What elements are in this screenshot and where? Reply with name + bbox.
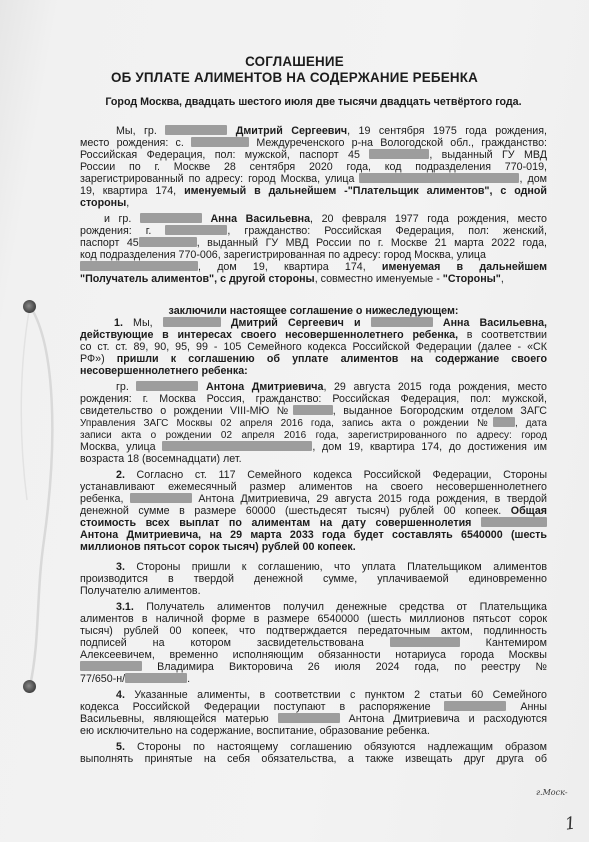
binding-thread	[0, 0, 60, 842]
text-line: 19, квартира 174, именуемый в дальнейшем -"Плательщик алиментов", с одной	[80, 185, 547, 197]
bold-text: Общая	[510, 505, 547, 517]
text-line	[80, 541, 547, 554]
redaction-block	[163, 317, 221, 327]
redaction-block	[80, 261, 198, 271]
redaction-block	[162, 441, 312, 451]
text-line: со ст. ст. 89, 90, 95, 99 - 105 Семейного кодекса Российской Федерации (далее - «СК	[80, 341, 547, 353]
text-line: стороны,	[80, 197, 130, 209]
bold-text: "Получатель алиментов", с другой стороны	[80, 273, 315, 285]
bold-text: 5.	[116, 741, 125, 753]
text-line: производится в твердой денежной сумме, уплачиваемой единовременно	[80, 573, 547, 585]
document-title: СОГЛАШЕНИЕ	[245, 54, 344, 69]
redaction-block	[371, 317, 433, 327]
text-line: действующие в интересах своего несовершеннолетнего ребенка, в соответствии	[80, 329, 548, 341]
redaction-block	[140, 213, 202, 223]
text-line: 3. Стороны пришли к соглашению, что уплата Плательщиком алиментов	[116, 561, 547, 573]
bold-text: именуемый в дальнейшем -"Плательщик алиментов", с одной	[184, 185, 547, 197]
place-and-date: Город Москва, двадцать шестого июля две тысячи двадцать четвёртого года.	[105, 96, 522, 108]
redaction-block	[191, 137, 249, 147]
text-line: возраста 18 (восемнадцати) лет.	[80, 453, 242, 465]
bold-text: именуемая в дальнейшем	[381, 261, 547, 273]
text-line: 1. Мы, Дмитрий Сергеевич и Анна Васильевна,	[114, 317, 547, 329]
redaction-block	[359, 173, 519, 183]
bold-text: 3.1.	[116, 601, 134, 613]
text-line: код подразделения 770-006, зарегистрированная по адресу: город Москва, улица	[80, 249, 486, 261]
text-line: 4. Указанные алименты, в соответствии с пунктом 2 статьи 60 Семейного	[116, 689, 547, 701]
text-line: 2. Согласно ст. 117 Семейного кодекса Российской Федерации, Стороны	[116, 469, 547, 481]
bold-text: Антона Дмитриевича, на 29 марта 2033 года будет составлять 6540000 (шесть	[80, 529, 547, 541]
bold-text: 1.	[114, 317, 123, 329]
corner-handwritten-mark: г.Моск-	[536, 788, 568, 797]
text-line: ребенка, Антона Дмитриевича, 29 августа 2015 года рождения, в твердой	[80, 493, 547, 505]
text-line: 5. Стороны по настоящему соглашению обязуются надлежащим образом	[116, 741, 547, 753]
text-line: зарегистрированный по адресу: город Москва, улица , дом	[80, 173, 547, 185]
text-line: свидетельство о рождении VIII-МЮ № , выданное Богородским отделом ЗАГС	[80, 405, 548, 417]
redaction-block	[444, 701, 506, 711]
bold-text: Анна Васильевна,	[442, 317, 547, 329]
bold-text: Дмитрий Сергеевич и	[230, 317, 361, 329]
redaction-block	[165, 225, 227, 235]
text-line: тысяч) рублей 00 копеек, что подтверждается передаточным актом, подлинность	[80, 625, 547, 637]
text-line: место рождения: с. Междуреченского р-на Вологодской обл., гражданство:	[80, 137, 547, 149]
text-line: 77/650-н/ .	[80, 673, 191, 685]
bold-text: пришли к соглашению об уплате алиментов на содержание своего	[116, 353, 547, 365]
bold-text: стоимость всех выплат по алиментам на дату совершеннолетия	[80, 517, 472, 529]
text-line: Васильевны, являющейся матерью Антона Дмитриевича и расходуются	[80, 713, 547, 725]
redaction-block	[278, 713, 340, 723]
redaction-block	[293, 405, 333, 415]
redaction-block	[481, 517, 547, 527]
redaction-block	[493, 417, 515, 427]
text-line: Мы, гр. Дмитрий Сергеевич, 19 сентября 1975 года рождения,	[116, 125, 547, 137]
text-line: Владимира Викторовича 26 июля 2024 года, по реестру №	[80, 661, 547, 674]
text-line: устанавливают ежемесячный размер алиментов на своего несовершеннолетнего	[80, 481, 547, 493]
bold-text: действующие в интересах своего несовершеннолетнего ребенка,	[80, 329, 459, 341]
text-line: и гр. Анна Васильевна, 20 февраля 1977 года рождения, место	[104, 213, 547, 225]
text-line: денежной сумме в размере 60000 (шестьдесят тысяч) рублей 00 копеек. Общая	[80, 505, 547, 517]
text-line: 3.1. Получатель алиментов получил денежные средства от Плательщика	[116, 601, 547, 613]
text-line: Получателю алиментов.	[80, 585, 201, 597]
text-line: , дом 19, квартира 174, именуемая в дальнейшем	[80, 261, 547, 274]
bold-text: Антона Дмитриевича	[206, 381, 324, 393]
bold-text: 4.	[116, 689, 125, 701]
bold-text: несовершеннолетнего ребенка:	[80, 365, 248, 377]
redaction-block	[130, 493, 192, 503]
redaction-block	[139, 237, 197, 247]
bold-text: 3.	[116, 561, 125, 573]
text-line: РФ») пришли к соглашению об уплате алиментов на содержание своего	[80, 353, 547, 365]
text-line: кодекса Российской Федерации поступают в распоряжение Анны	[80, 701, 547, 713]
text-line: Управления ЗАГС Москвы 02 апреля 2016 года, запись акта о рождении № , дата	[80, 418, 547, 429]
redaction-block	[125, 673, 187, 683]
text-line: Москва, улица , дом 19, квартира 174, до достижения им	[80, 441, 548, 453]
text-line: России по г. Москве 28 сентября 2020 года, код подразделения 770-019,	[80, 161, 547, 173]
document-subtitle: ОБ УПЛАТЕ АЛИМЕНТОВ НА СОДЕРЖАНИЕ РЕБЕНКА	[111, 70, 478, 85]
binding-hole-top	[23, 300, 36, 313]
text-line: Российская Федерация, пол: мужской, паспорт 45 , выданный ГУ МВД	[80, 149, 548, 161]
text-line: алиментов в наличной форме в размере 6540000 (шесть миллионов пятьсот сорок	[80, 613, 547, 625]
bold-text: миллионов пятьсот сорок тысяч) рублей 00 копеек.	[80, 541, 356, 553]
text-line: паспорт 45 , выданный ГУ МВД России по г. Москве 21 марта 2022 года,	[80, 237, 547, 249]
redaction-block	[136, 381, 198, 391]
text-line: подписей на котором засвидетельствована Кантемиром	[80, 637, 547, 649]
page-number: 1	[563, 813, 578, 835]
text-line: записи акта о рождении 02 апреля 2016 года, зарегистрированного по адресу: город	[80, 430, 547, 441]
bold-text: заключили настоящее соглашение о нижеследующем:	[168, 305, 459, 317]
text-line	[80, 365, 547, 378]
text-line: Алексеевичем, временно исполняющим обязанности нотариуса города Москвы	[80, 649, 547, 661]
redaction-block	[390, 637, 460, 647]
binding-hole-bottom	[23, 680, 36, 693]
redaction-block	[369, 149, 429, 159]
redaction-block	[80, 661, 142, 671]
text-line: ею исключительно на содержание, воспитание, образование ребенка.	[80, 725, 430, 737]
bold-text: "Стороны"	[442, 273, 501, 285]
bold-text: 2.	[116, 469, 125, 481]
bold-text: Дмитрий Сергеевич	[235, 125, 348, 137]
text-line: гр. Антона Дмитриевича, 29 августа 2015 года рождения, место	[116, 381, 548, 393]
text-line: рождения: г. , гражданство: Российская Федерация, пол: женский,	[80, 225, 547, 237]
bold-text: стороны	[80, 197, 127, 209]
text-line: рождения: г. Москва Россия, гражданство: Российская Федерация, пол: мужской,	[80, 393, 547, 405]
text-line: выполнять принятые на себя обязательства, а также извещать друг друга об	[80, 753, 547, 765]
redaction-block	[165, 125, 227, 135]
bold-text: Анна Васильевна	[210, 213, 311, 225]
text-line: "Получатель алиментов", с другой стороны, совместно именуемые - "Стороны",	[80, 273, 504, 285]
